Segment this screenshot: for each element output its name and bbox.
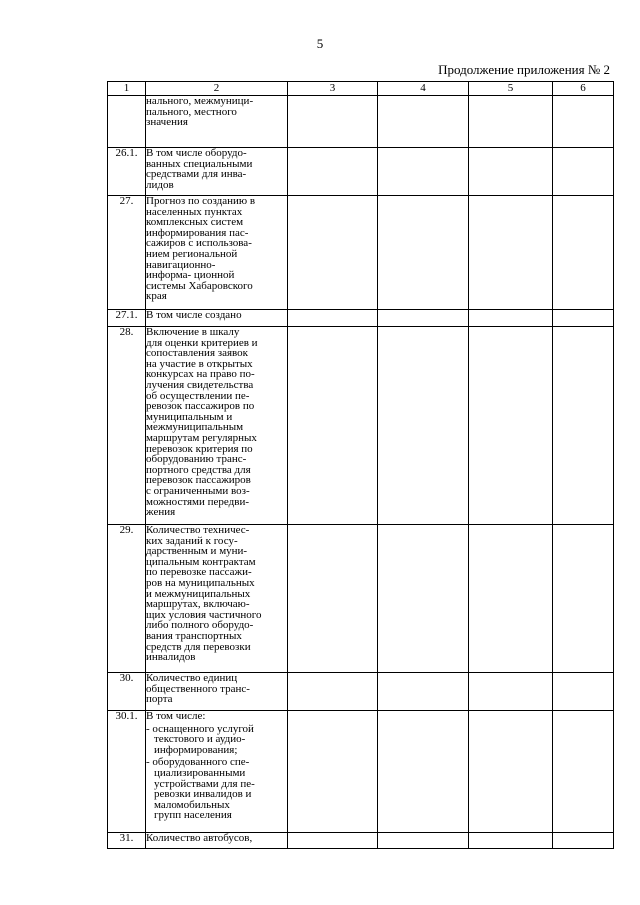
empty-cell-col-5 (469, 525, 553, 673)
empty-cell-col-5 (469, 96, 553, 148)
empty-cell-col-3 (288, 833, 378, 849)
empty-cell-col-6 (553, 711, 614, 833)
empty-cell-col-4 (378, 525, 469, 673)
row-description: нального, межмуници- пального, местного значения (146, 96, 288, 148)
empty-cell-col-6 (553, 196, 614, 310)
data-table (107, 81, 614, 849)
table-row (108, 196, 614, 310)
row-description (146, 711, 288, 833)
empty-cell-col-3 (288, 310, 378, 327)
header-col-4: 4 (378, 82, 469, 96)
empty-cell-col-6 (553, 327, 614, 525)
empty-cell-col-6 (553, 525, 614, 673)
empty-cell-col-5 (469, 833, 553, 849)
empty-cell-col-6 (553, 96, 614, 148)
empty-cell-col-3 (288, 196, 378, 310)
empty-cell-col-3 (288, 96, 378, 148)
header-row (108, 82, 614, 96)
table-row (108, 673, 614, 711)
row-description: В том числе создано (146, 310, 288, 327)
row-description: Включение в шкалу для оценки критериев и сопоставления заявок на участие в открытых конкурсах на право по- лучения свидетельства об осуществлении пе- ревозок пассажиров по муниципальным и межмуниципальным маршрутам регулярных перевозок критерия по оборудованию транс- портного средства для перевозок пассажиров с ограниченными воз- можностями передви- жения (146, 327, 288, 525)
row-description-subitem: - оснащенного услугой текстового и аудио- информирования; (146, 722, 254, 756)
row-description: Количество единиц общественного транс- порта (146, 673, 288, 711)
row-description: В том числе оборудо- ванных специальными средствами для инва- лидов (146, 148, 288, 196)
empty-cell-col-3 (288, 711, 378, 833)
row-number: 30.1. (108, 711, 146, 833)
empty-cell-col-5 (469, 673, 553, 711)
row-description: Количество техничес- ких заданий к госу- дарственным и муни- ципальным контрактам по перевозке пассажи- ров на муниципальных и межмуниципальных маршрутах, включаю- щих условия частичного либо полного оборудо- вания транспортных средств для перевозки инвалидов (146, 525, 288, 673)
empty-cell-col-4 (378, 96, 469, 148)
header-col-5: 5 (469, 82, 553, 96)
empty-cell-col-4 (378, 327, 469, 525)
table-row (108, 310, 614, 327)
table-row (108, 833, 614, 849)
page-number: 5 (316, 36, 324, 51)
empty-cell-col-4 (378, 673, 469, 711)
header-col-6: 6 (553, 82, 614, 96)
empty-cell-col-5 (469, 310, 553, 327)
empty-cell-col-4 (378, 711, 469, 833)
table-row (108, 96, 614, 148)
empty-cell-col-3 (288, 673, 378, 711)
empty-cell-col-3 (288, 327, 378, 525)
empty-cell-col-5 (469, 196, 553, 310)
empty-cell-col-5 (469, 327, 553, 525)
empty-cell-col-4 (378, 148, 469, 196)
empty-cell-col-6 (553, 673, 614, 711)
empty-cell-col-6 (553, 148, 614, 196)
continuation-label: Продолжение приложения № 2 (438, 62, 610, 77)
empty-cell-col-4 (378, 833, 469, 849)
row-description-subitem: - оборудованного спе- циализированными устройствами для пе- ревозки инвалидов и маломобильных групп населения (146, 756, 255, 822)
row-number: 28. (108, 327, 146, 525)
row-number: 31. (108, 833, 146, 849)
empty-cell-col-3 (288, 525, 378, 673)
row-number: 29. (108, 525, 146, 673)
empty-cell-col-3 (288, 148, 378, 196)
table-row (108, 525, 614, 673)
empty-cell-col-4 (378, 310, 469, 327)
empty-cell-col-5 (469, 711, 553, 833)
row-description: Прогноз по созданию в населенных пунктах комплексных систем информирования пас- сажиров с использова- нием региональной навигационно- информа- ционной системы Хабаровского края (146, 196, 288, 310)
row-number: 30. (108, 673, 146, 711)
row-description-intro: В том числе: (146, 710, 206, 722)
row-number: 26.1. (108, 148, 146, 196)
empty-cell-col-5 (469, 148, 553, 196)
empty-cell-col-6 (553, 833, 614, 849)
row-number (108, 96, 146, 148)
header-col-3: 3 (288, 82, 378, 96)
table-row (108, 327, 614, 525)
header-col-1: 1 (108, 82, 146, 96)
table-row (108, 148, 614, 196)
table-row (108, 711, 614, 833)
row-number: 27. (108, 196, 146, 310)
row-number: 27.1. (108, 310, 146, 327)
row-description: Количество автобусов, (146, 833, 288, 849)
empty-cell-col-6 (553, 310, 614, 327)
header-col-2: 2 (146, 82, 288, 96)
empty-cell-col-4 (378, 196, 469, 310)
